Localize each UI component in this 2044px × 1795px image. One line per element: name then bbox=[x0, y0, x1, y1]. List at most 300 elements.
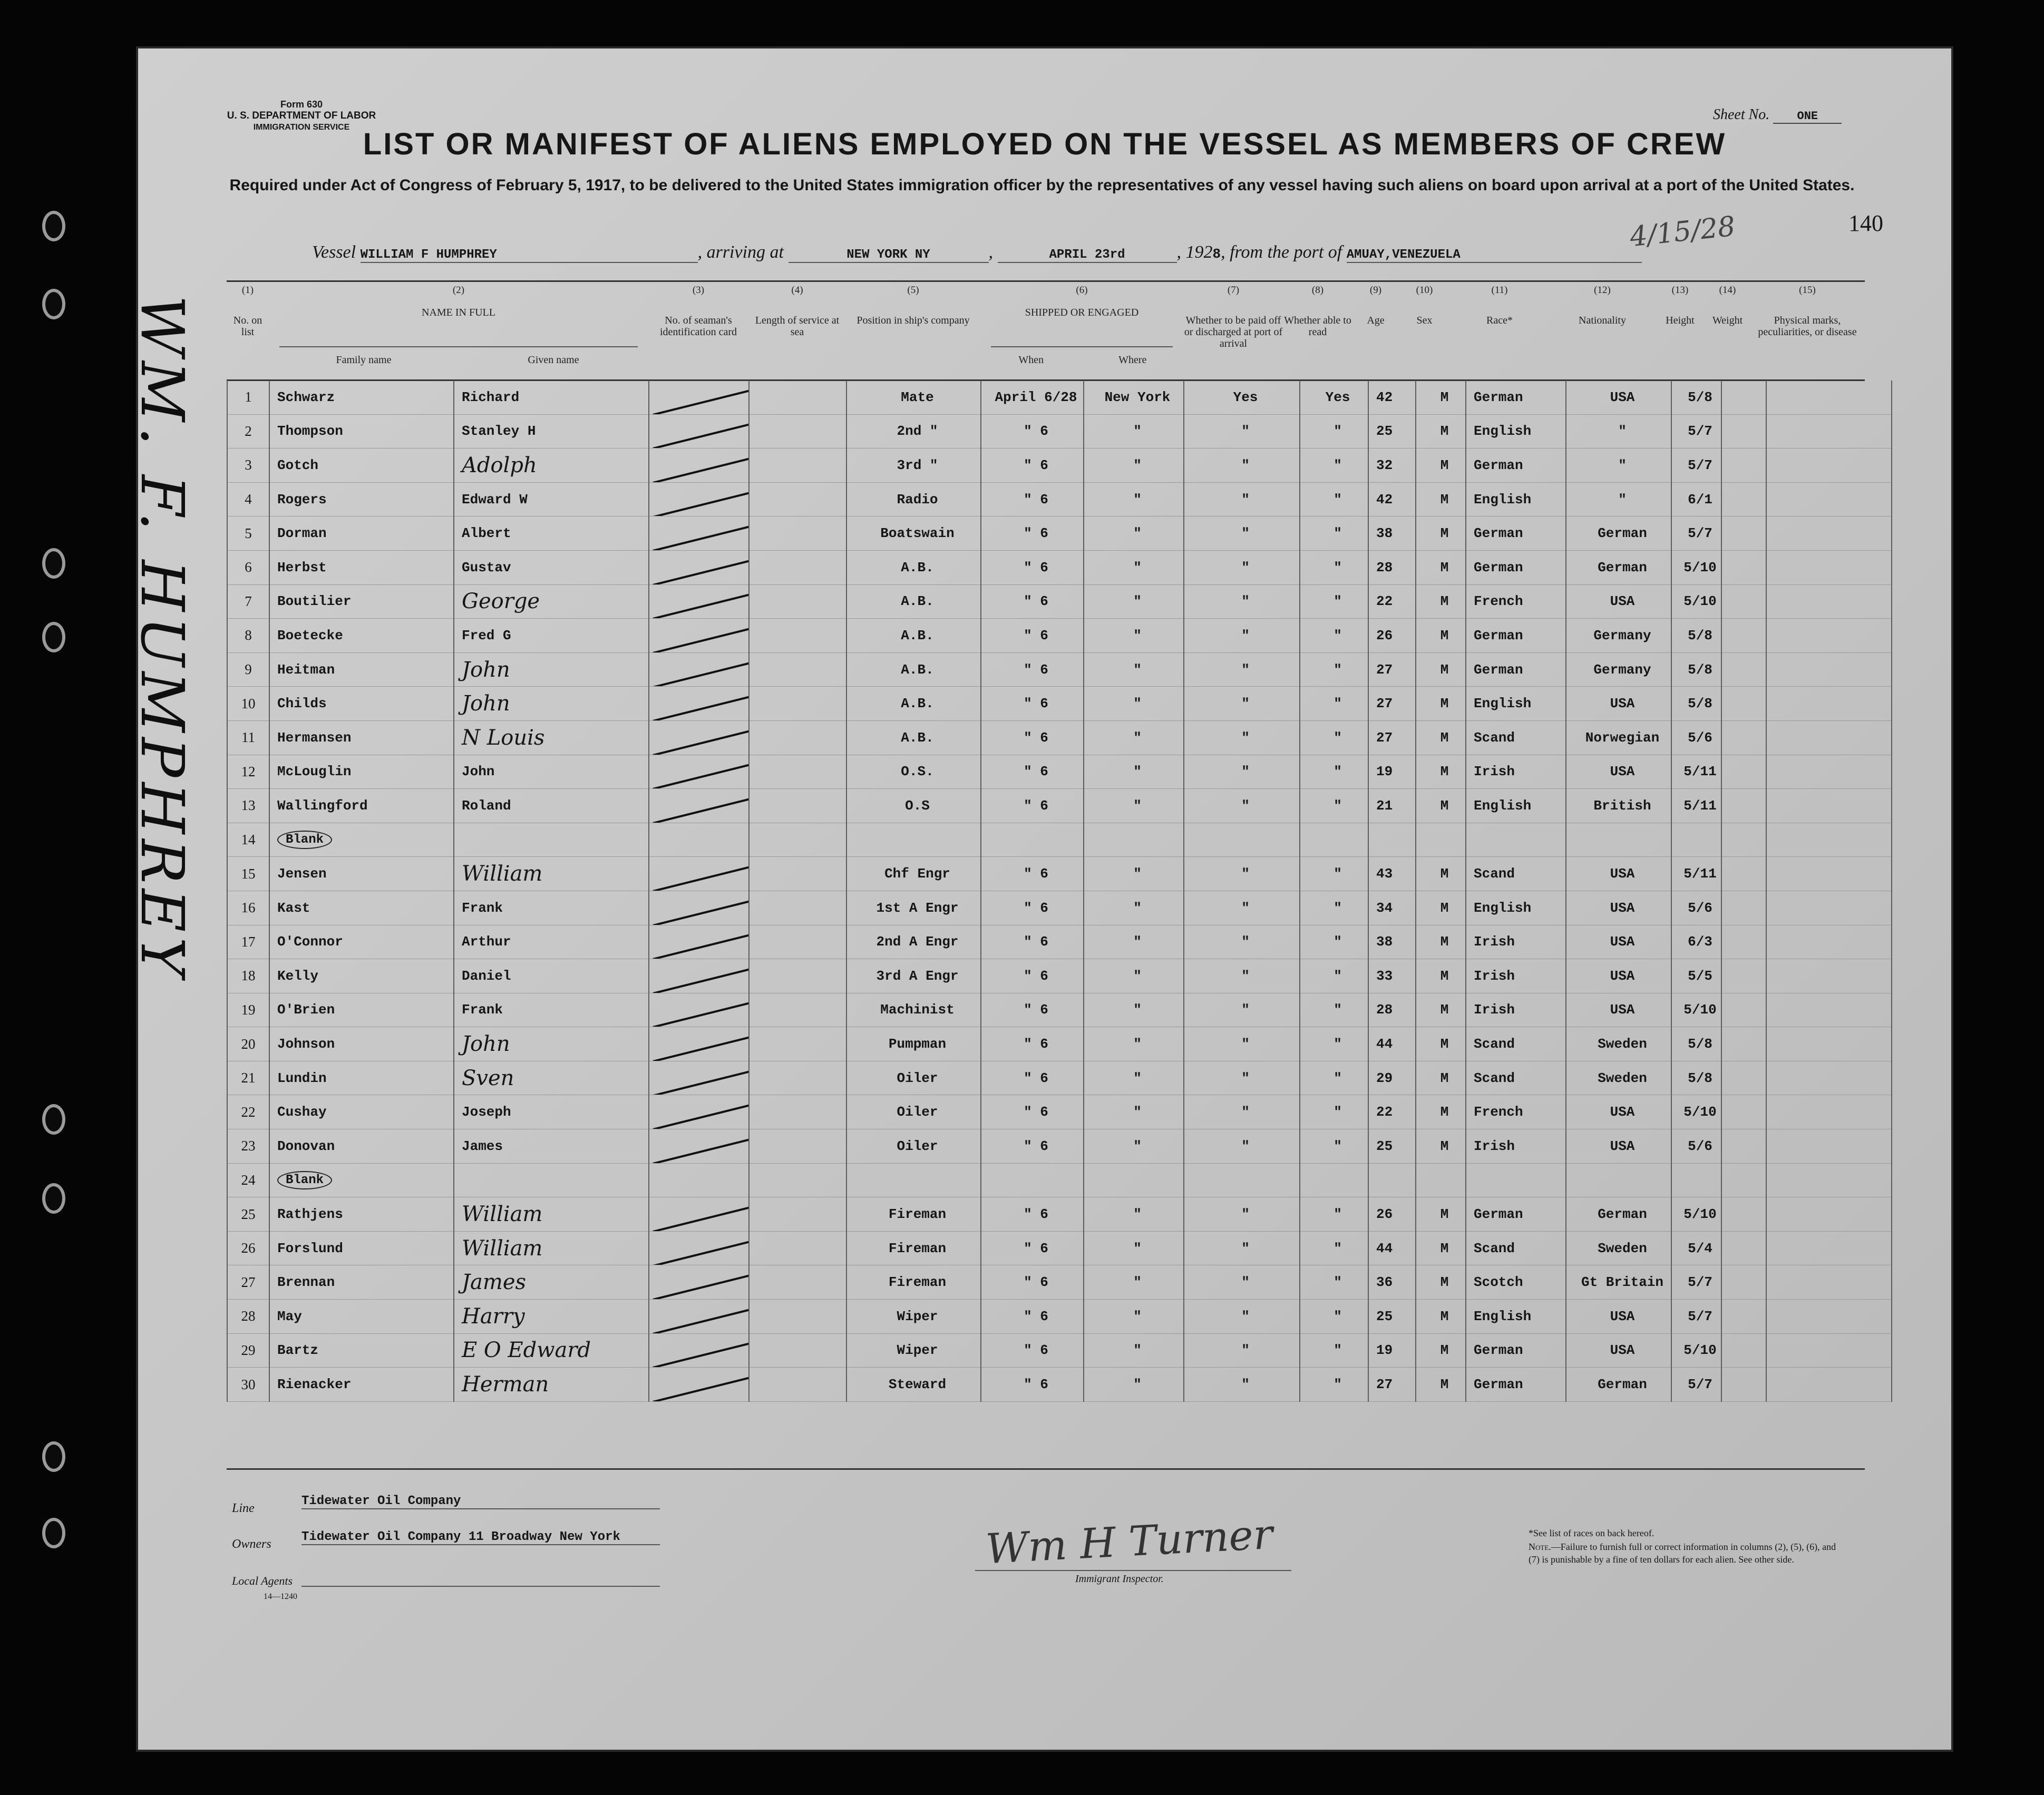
sex bbox=[1416, 1163, 1466, 1197]
height: 5/8 bbox=[1671, 1027, 1721, 1061]
nationality: USA bbox=[1566, 925, 1671, 959]
family-name: Dorman bbox=[269, 516, 454, 551]
able-to-read: " bbox=[1300, 720, 1368, 755]
able-to-read: " bbox=[1300, 1197, 1368, 1232]
arrival-port: NEW YORK NY bbox=[789, 248, 989, 263]
family-name: O'Brien bbox=[269, 993, 454, 1027]
race: Irish bbox=[1466, 925, 1566, 959]
race bbox=[1466, 1163, 1566, 1197]
given-name bbox=[454, 823, 649, 857]
given-name: Frank bbox=[454, 993, 649, 1027]
physical-marks bbox=[1766, 891, 1892, 925]
list-number: 13 bbox=[227, 789, 269, 823]
position: 2nd " bbox=[846, 414, 981, 448]
check-mark-icon bbox=[653, 729, 749, 755]
manifest-sheet bbox=[136, 46, 1953, 1752]
service-length bbox=[749, 381, 846, 414]
nationality: German bbox=[1566, 516, 1671, 551]
position: A.B. bbox=[846, 584, 981, 619]
nationality: German bbox=[1566, 1368, 1671, 1402]
owners-label: Owners bbox=[232, 1537, 271, 1551]
age bbox=[1368, 823, 1416, 857]
list-number: 21 bbox=[227, 1061, 269, 1095]
column-sublabel: Family name bbox=[336, 354, 392, 366]
race: German bbox=[1466, 448, 1566, 483]
given-name: Roland bbox=[454, 789, 649, 823]
column-label: Physical marks, peculiarities, or disease bbox=[1758, 315, 1857, 338]
service-length bbox=[749, 1163, 846, 1197]
age: 28 bbox=[1368, 550, 1416, 584]
position bbox=[846, 1163, 981, 1197]
shipped-when: " 6 bbox=[981, 1027, 1084, 1061]
shipped-when: " 6 bbox=[981, 1129, 1084, 1164]
weight bbox=[1721, 550, 1766, 584]
weight bbox=[1721, 619, 1766, 653]
family-name: Johnson bbox=[269, 1027, 454, 1061]
able-to-read: " bbox=[1300, 1027, 1368, 1061]
table-row bbox=[227, 1300, 1892, 1334]
sex: M bbox=[1416, 1095, 1466, 1129]
department-name: U. S. DEPARTMENT OF LABOR bbox=[227, 110, 376, 121]
shipped-when: " 6 bbox=[981, 1368, 1084, 1402]
table-row bbox=[227, 1061, 1892, 1095]
service-length bbox=[749, 516, 846, 551]
list-number: 10 bbox=[227, 687, 269, 721]
nationality: USA bbox=[1566, 687, 1671, 721]
able-to-read: " bbox=[1300, 1368, 1368, 1402]
nationality: Germany bbox=[1566, 652, 1671, 687]
id-card-mark bbox=[649, 448, 749, 483]
sex: M bbox=[1416, 652, 1466, 687]
check-mark-icon bbox=[653, 968, 749, 993]
check-mark-icon bbox=[653, 1342, 749, 1368]
list-number: 8 bbox=[227, 619, 269, 653]
shipped-where: " bbox=[1084, 1129, 1184, 1164]
sex: M bbox=[1416, 482, 1466, 516]
position: A.B. bbox=[846, 720, 981, 755]
age: 27 bbox=[1368, 720, 1416, 755]
binder-hole bbox=[42, 1518, 65, 1548]
check-mark-icon bbox=[653, 593, 749, 618]
able-to-read: " bbox=[1300, 448, 1368, 483]
position: 3rd A Engr bbox=[846, 959, 981, 993]
column-sublabel: Given name bbox=[528, 354, 579, 366]
race: Irish bbox=[1466, 1129, 1566, 1164]
shipped-where: " bbox=[1084, 959, 1184, 993]
page-title: LIST OR MANIFEST OF ALIENS EMPLOYED ON THE VESSEL AS MEMBERS OF CREW bbox=[363, 127, 1727, 161]
able-to-read: " bbox=[1300, 619, 1368, 653]
physical-marks bbox=[1766, 925, 1892, 959]
physical-marks bbox=[1766, 652, 1892, 687]
id-card-mark bbox=[649, 482, 749, 516]
age: 38 bbox=[1368, 925, 1416, 959]
id-card-mark bbox=[649, 891, 749, 925]
sheet-label: Sheet No. bbox=[1713, 106, 1770, 123]
height: 5/10 bbox=[1671, 584, 1721, 619]
list-number: 7 bbox=[227, 584, 269, 619]
weight bbox=[1721, 1163, 1766, 1197]
sex: M bbox=[1416, 1129, 1466, 1164]
position: Oiler bbox=[846, 1061, 981, 1095]
position: 1st A Engr bbox=[846, 891, 981, 925]
id-card-mark bbox=[649, 959, 749, 993]
position: 3rd " bbox=[846, 448, 981, 483]
physical-marks bbox=[1766, 720, 1892, 755]
column-number: (8) bbox=[1311, 285, 1324, 296]
service-length bbox=[749, 1300, 846, 1334]
race: German bbox=[1466, 381, 1566, 414]
race: German bbox=[1466, 619, 1566, 653]
given-name: Frank bbox=[454, 891, 649, 925]
binder-hole bbox=[42, 1104, 65, 1135]
age: 27 bbox=[1368, 652, 1416, 687]
position bbox=[846, 823, 981, 857]
height: 5/7 bbox=[1671, 1265, 1721, 1300]
physical-marks bbox=[1766, 448, 1892, 483]
check-mark-icon bbox=[653, 1240, 749, 1265]
age: 34 bbox=[1368, 891, 1416, 925]
position: Machinist bbox=[846, 993, 981, 1027]
service-length bbox=[749, 619, 846, 653]
given-name: Joseph bbox=[454, 1095, 649, 1129]
physical-marks bbox=[1766, 1197, 1892, 1232]
paid-off: " bbox=[1184, 1027, 1300, 1061]
sex: M bbox=[1416, 1333, 1466, 1368]
column-label: Race* bbox=[1486, 315, 1513, 326]
shipped-where: " bbox=[1084, 1061, 1184, 1095]
shipped-when: " 6 bbox=[981, 993, 1084, 1027]
given-name: Edward W bbox=[454, 482, 649, 516]
physical-marks bbox=[1766, 1333, 1892, 1368]
table-row bbox=[227, 516, 1892, 551]
height: 5/5 bbox=[1671, 959, 1721, 993]
table-row bbox=[227, 482, 1892, 516]
height: 5/10 bbox=[1671, 550, 1721, 584]
paid-off: " bbox=[1184, 993, 1300, 1027]
list-number: 14 bbox=[227, 823, 269, 857]
shipped-where: " bbox=[1084, 789, 1184, 823]
position: Oiler bbox=[846, 1129, 981, 1164]
shipped-where: " bbox=[1084, 414, 1184, 448]
id-card-mark bbox=[649, 1265, 749, 1300]
age bbox=[1368, 1163, 1416, 1197]
binder-hole bbox=[42, 548, 65, 579]
service-length bbox=[749, 1333, 846, 1368]
weight bbox=[1721, 381, 1766, 414]
margin-vessel-name: WM. F. HUMPHREY bbox=[128, 295, 196, 982]
sex: M bbox=[1416, 584, 1466, 619]
service-length bbox=[749, 652, 846, 687]
table-row bbox=[227, 414, 1892, 448]
id-card-mark bbox=[649, 1027, 749, 1061]
column-number: (3) bbox=[692, 285, 705, 296]
signature-line bbox=[975, 1570, 1291, 1571]
binder-hole bbox=[42, 1441, 65, 1472]
paid-off: " bbox=[1184, 891, 1300, 925]
check-mark-icon bbox=[653, 695, 749, 720]
races-note: *See list of races on back hereof. bbox=[1529, 1528, 1654, 1538]
race: Scotch bbox=[1466, 1265, 1566, 1300]
paid-off: " bbox=[1184, 1129, 1300, 1164]
from-label: , from the port of bbox=[1221, 242, 1342, 262]
service-length bbox=[749, 993, 846, 1027]
service-length bbox=[749, 1197, 846, 1232]
position: O.S bbox=[846, 789, 981, 823]
height: 6/1 bbox=[1671, 482, 1721, 516]
weight bbox=[1721, 1265, 1766, 1300]
table-row bbox=[227, 720, 1892, 755]
list-number: 23 bbox=[227, 1129, 269, 1164]
sex: M bbox=[1416, 891, 1466, 925]
sex: M bbox=[1416, 687, 1466, 721]
shipped-when: " 6 bbox=[981, 482, 1084, 516]
id-card-mark bbox=[649, 993, 749, 1027]
list-number: 17 bbox=[227, 925, 269, 959]
column-label: Sex bbox=[1416, 315, 1433, 326]
check-mark-icon bbox=[653, 1104, 749, 1129]
check-mark-icon bbox=[653, 457, 749, 482]
physical-marks bbox=[1766, 1027, 1892, 1061]
service-length bbox=[749, 1129, 846, 1164]
sex: M bbox=[1416, 959, 1466, 993]
service-name: IMMIGRATION SERVICE bbox=[253, 123, 350, 132]
list-number: 12 bbox=[227, 755, 269, 789]
sex: M bbox=[1416, 1197, 1466, 1232]
sex: M bbox=[1416, 448, 1466, 483]
service-length bbox=[749, 550, 846, 584]
height: 5/8 bbox=[1671, 652, 1721, 687]
race: German bbox=[1466, 652, 1566, 687]
height: 5/8 bbox=[1671, 381, 1721, 414]
paid-off bbox=[1184, 1163, 1300, 1197]
shipped-when: " 6 bbox=[981, 414, 1084, 448]
age: 44 bbox=[1368, 1027, 1416, 1061]
column-sublabel: When bbox=[1018, 354, 1044, 366]
family-name: Rathjens bbox=[269, 1197, 454, 1232]
table-row bbox=[227, 1163, 1892, 1197]
sex: M bbox=[1416, 720, 1466, 755]
vessel-name: WILLIAM F HUMPHREY bbox=[361, 248, 698, 263]
able-to-read: " bbox=[1300, 652, 1368, 687]
column-number: (1) bbox=[241, 285, 254, 296]
height: 5/11 bbox=[1671, 857, 1721, 891]
service-length bbox=[749, 448, 846, 483]
column-number: (11) bbox=[1491, 285, 1508, 296]
position: Pumpman bbox=[846, 1027, 981, 1061]
table-row bbox=[227, 1027, 1892, 1061]
paid-off: " bbox=[1184, 755, 1300, 789]
table-row bbox=[227, 1129, 1892, 1164]
height: 5/6 bbox=[1671, 891, 1721, 925]
list-number: 28 bbox=[227, 1300, 269, 1334]
given-name: Fred G bbox=[454, 619, 649, 653]
table-row bbox=[227, 1095, 1892, 1129]
id-card-mark bbox=[649, 1333, 749, 1368]
position: Fireman bbox=[846, 1231, 981, 1265]
physical-marks bbox=[1766, 1265, 1892, 1300]
print-code: 14—1240 bbox=[264, 1592, 297, 1601]
service-length bbox=[749, 1265, 846, 1300]
position: Chf Engr bbox=[846, 857, 981, 891]
check-mark-icon bbox=[653, 423, 749, 448]
family-name: Hermansen bbox=[269, 720, 454, 755]
sex: M bbox=[1416, 789, 1466, 823]
nationality: USA bbox=[1566, 381, 1671, 414]
physical-marks bbox=[1766, 1300, 1892, 1334]
table-row bbox=[227, 619, 1892, 653]
arrival-year: 8 bbox=[1212, 246, 1221, 262]
column-label: Length of service at sea bbox=[755, 315, 840, 338]
age: 32 bbox=[1368, 448, 1416, 483]
service-length bbox=[749, 720, 846, 755]
age: 25 bbox=[1368, 414, 1416, 448]
list-number: 20 bbox=[227, 1027, 269, 1061]
given-name: John bbox=[454, 652, 649, 687]
able-to-read: " bbox=[1300, 414, 1368, 448]
id-card-mark bbox=[649, 516, 749, 551]
physical-marks bbox=[1766, 1095, 1892, 1129]
table-row bbox=[227, 993, 1892, 1027]
height: 5/8 bbox=[1671, 1061, 1721, 1095]
shipped-when: " 6 bbox=[981, 755, 1084, 789]
shipped-when: " 6 bbox=[981, 720, 1084, 755]
race: German bbox=[1466, 550, 1566, 584]
sex: M bbox=[1416, 516, 1466, 551]
id-card-mark bbox=[649, 1163, 749, 1197]
family-name: Wallingford bbox=[269, 789, 454, 823]
race: Scand bbox=[1466, 1231, 1566, 1265]
paid-off: " bbox=[1184, 1095, 1300, 1129]
position: A.B. bbox=[846, 550, 981, 584]
service-length bbox=[749, 1061, 846, 1095]
id-card-mark bbox=[649, 925, 749, 959]
column-number: (14) bbox=[1719, 285, 1736, 296]
physical-marks bbox=[1766, 755, 1892, 789]
nationality: USA bbox=[1566, 993, 1671, 1027]
weight bbox=[1721, 1333, 1766, 1368]
weight bbox=[1721, 1061, 1766, 1095]
family-name bbox=[269, 1163, 454, 1197]
sex: M bbox=[1416, 381, 1466, 414]
service-length bbox=[749, 687, 846, 721]
shipped-when: " 6 bbox=[981, 687, 1084, 721]
physical-marks bbox=[1766, 619, 1892, 653]
shipped-when: " 6 bbox=[981, 1231, 1084, 1265]
table-row bbox=[227, 448, 1892, 483]
age: 19 bbox=[1368, 755, 1416, 789]
column-label: Weight bbox=[1712, 315, 1743, 326]
shipped-when: " 6 bbox=[981, 789, 1084, 823]
weight bbox=[1721, 1300, 1766, 1334]
position: Oiler bbox=[846, 1095, 981, 1129]
family-name: Jensen bbox=[269, 857, 454, 891]
shipped-when: " 6 bbox=[981, 1197, 1084, 1232]
given-name: Harry bbox=[454, 1300, 649, 1334]
check-mark-icon bbox=[653, 865, 749, 891]
race: Scand bbox=[1466, 1027, 1566, 1061]
able-to-read: " bbox=[1300, 482, 1368, 516]
table-row bbox=[227, 1333, 1892, 1368]
check-mark-icon bbox=[653, 1138, 749, 1163]
table-row bbox=[227, 1265, 1892, 1300]
id-card-mark bbox=[649, 755, 749, 789]
race: German bbox=[1466, 1333, 1566, 1368]
shipped-where: New York bbox=[1084, 381, 1184, 414]
family-name: Bartz bbox=[269, 1333, 454, 1368]
id-card-mark bbox=[649, 1061, 749, 1095]
family-name: McLouglin bbox=[269, 755, 454, 789]
physical-marks bbox=[1766, 1163, 1892, 1197]
race: German bbox=[1466, 516, 1566, 551]
paid-off: Yes bbox=[1184, 381, 1300, 414]
position: Fireman bbox=[846, 1265, 981, 1300]
height: 5/4 bbox=[1671, 1231, 1721, 1265]
nationality: USA bbox=[1566, 1300, 1671, 1334]
height: 5/11 bbox=[1671, 789, 1721, 823]
line-label: Line bbox=[232, 1501, 255, 1515]
family-name: Rogers bbox=[269, 482, 454, 516]
given-name: Albert bbox=[454, 516, 649, 551]
weight bbox=[1721, 925, 1766, 959]
check-mark-icon bbox=[653, 525, 749, 550]
given-name: William bbox=[454, 1197, 649, 1232]
weight bbox=[1721, 720, 1766, 755]
race: Scand bbox=[1466, 857, 1566, 891]
column-sublabel: Where bbox=[1118, 354, 1147, 366]
service-length bbox=[749, 789, 846, 823]
check-mark-icon bbox=[653, 491, 749, 516]
weight bbox=[1721, 1027, 1766, 1061]
check-mark-icon bbox=[653, 797, 749, 823]
age: 42 bbox=[1368, 482, 1416, 516]
able-to-read: " bbox=[1300, 1231, 1368, 1265]
shipped-where: " bbox=[1084, 1368, 1184, 1402]
shipped-when bbox=[981, 1163, 1084, 1197]
age: 22 bbox=[1368, 584, 1416, 619]
note-label: Note. bbox=[1529, 1542, 1551, 1552]
id-card-mark bbox=[649, 1231, 749, 1265]
list-number: 6 bbox=[227, 550, 269, 584]
service-length bbox=[749, 1095, 846, 1129]
able-to-read bbox=[1300, 823, 1368, 857]
shipped-when: " 6 bbox=[981, 1061, 1084, 1095]
family-name: Boutilier bbox=[269, 584, 454, 619]
age: 25 bbox=[1368, 1300, 1416, 1334]
id-card-mark bbox=[649, 687, 749, 721]
sex: M bbox=[1416, 1368, 1466, 1402]
column-number: (10) bbox=[1416, 285, 1433, 296]
list-number: 27 bbox=[227, 1265, 269, 1300]
table-row bbox=[227, 687, 1892, 721]
sex: M bbox=[1416, 857, 1466, 891]
list-number: 22 bbox=[227, 1095, 269, 1129]
nationality bbox=[1566, 1163, 1671, 1197]
physical-marks bbox=[1766, 993, 1892, 1027]
sex: M bbox=[1416, 619, 1466, 653]
paid-off: " bbox=[1184, 1300, 1300, 1334]
column-number: (7) bbox=[1227, 285, 1240, 296]
race: German bbox=[1466, 1197, 1566, 1232]
sex: M bbox=[1416, 925, 1466, 959]
nationality: USA bbox=[1566, 584, 1671, 619]
service-length bbox=[749, 959, 846, 993]
able-to-read: " bbox=[1300, 1265, 1368, 1300]
line-value: Tidewater Oil Company bbox=[301, 1494, 660, 1509]
paid-off: " bbox=[1184, 857, 1300, 891]
shipped-when: " 6 bbox=[981, 857, 1084, 891]
family-name: Brennan bbox=[269, 1265, 454, 1300]
check-mark-icon bbox=[653, 763, 749, 788]
